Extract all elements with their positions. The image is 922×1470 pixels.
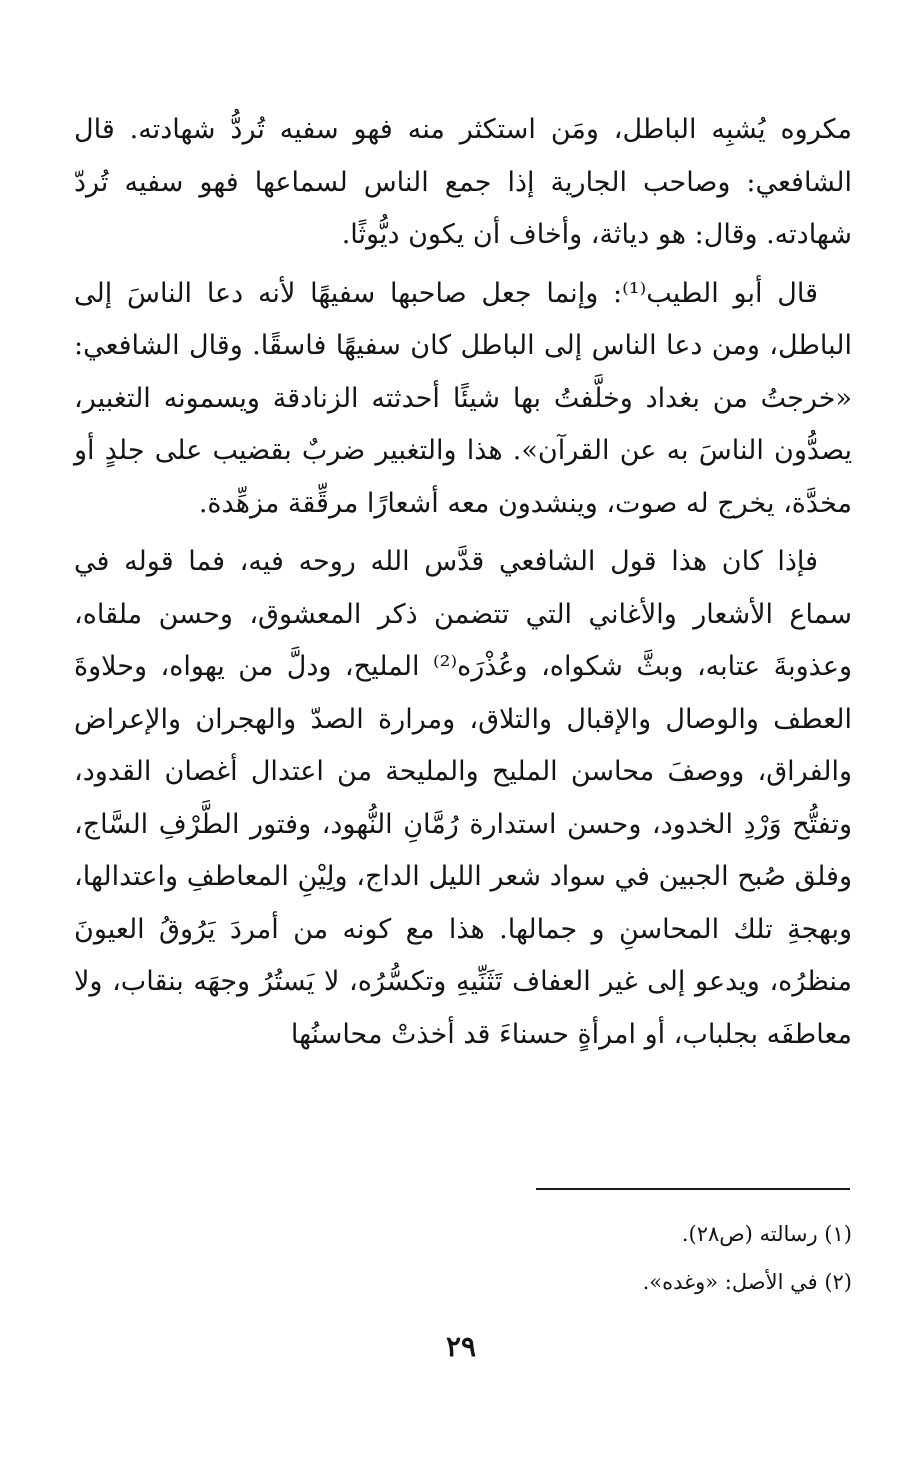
footnote-1: (١) رسالته (ص٢٨).: [681, 1222, 852, 1246]
paragraph-2: قال أبو الطيب⁽¹⁾: وإنما جعل صاحبها سفيهًا لأنه دعا الناسَ إلى الباطل، ومن دعا الناس إلى الباطل كان سفيهًا فاسقًا. وقال الشافعي: «خرجتُ من بغداد وخلَّفتُ بها شيئًا أحدثته الزنادقة ويسمونه التغبير، يصدُّون الناسَ به عن القرآن». هذا والتغبير ضربٌ بقضيب على جلدٍ أو مخدَّة، يخرج له صوت، وينشدون معه أشعارًا مرقِّقة مزهِّدة.: [74, 277, 852, 519]
main-text: [74, 104, 852, 1061]
paragraph-3: فإذا كان هذا قول الشافعي قدَّس الله روحه فيه، فما قوله في سماع الأشعار والأغاني التي تتضمن ذكر المعشوق، وحسن ملقاه، وعذوبةَ عتابه، وبثَّ شكواه، وعُذْرَه⁽²⁾ المليح، ودلَّ من يهواه، وحلاوةَ العطف والوصال والإقبال والتلاق، ومرارة الصدّ والهجران والإعراض والفراق، ووصفَ محاسن المليح والمليحة من اعتدال أغصان القدود، وتفتُّح وَرْدِ الخدود، وحسن استدارة رُمَّانِ النُّهود، وفتور الطَّرْفِ السَّاج، وفلق صُبح الجبين في سواد شعر الليل الداج، ولِيْنِ المعاطفِ واعتدالها، وبهجةِ تلك المحاسنِ و جمالها. هذا مع كونه من أمردَ يَرُوقُ العيونَ منظرُه، ويدعو إلى غير العفاف تَثَنِّيهِ وتكسُّرُه، لا يَستُرُ وجهَه بنقاب، ولا معاطفَه بجلباب، أو امرأةٍ حسناءَ قد أخذتْ محاسنُها: [74, 546, 852, 1050]
footnote-separator: [536, 1188, 850, 1190]
footnote-2: (٢) في الأصل: «وغده».: [642, 1270, 852, 1294]
footnotes: [420, 1210, 852, 1306]
page-number: ٢٩: [445, 1330, 477, 1363]
paragraph-1: مكروه يُشبِه الباطل، ومَن استكثر منه فهو سفيه تُردُّ شهادته. قال الشافعي: وصاحب الجارية إذا جمع الناس لسماعها فهو سفيه تُردّ شهادته. وقال: هو دياثة، وأخاف أن يكون ديُّوثًا.: [74, 114, 852, 250]
